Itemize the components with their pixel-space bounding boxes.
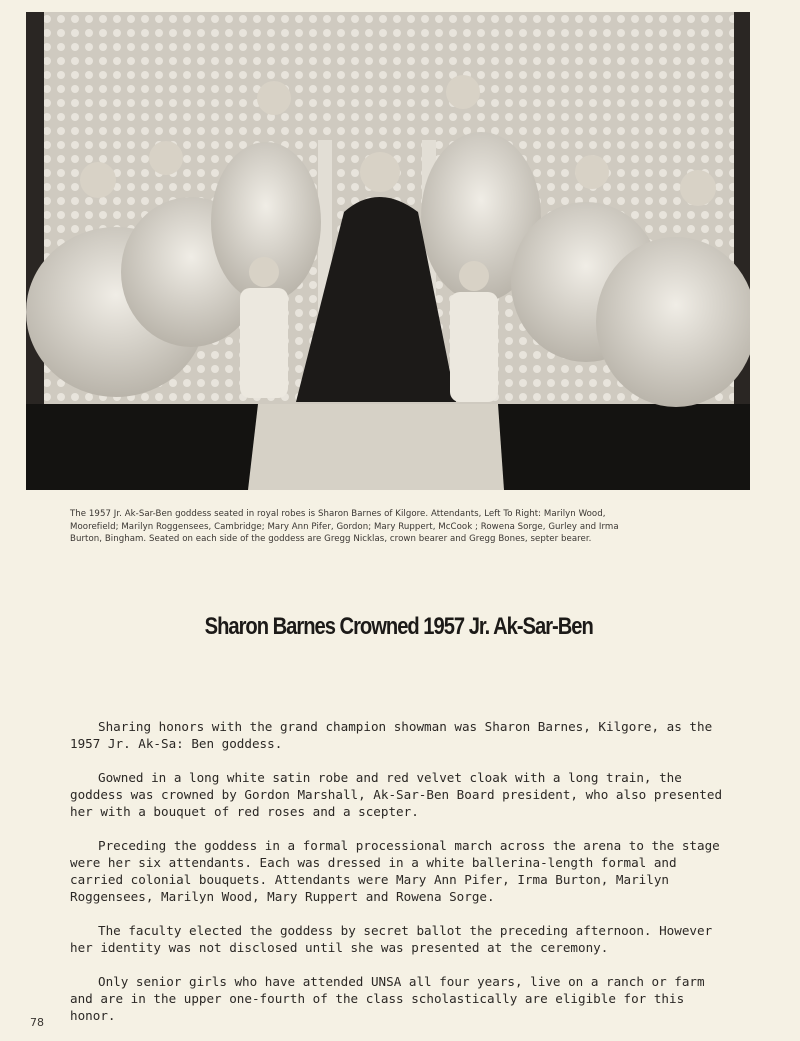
caption-line: The 1957 Jr. Ak-Sar-Ben goddess seated in royal robes is Sharon Barnes of Kilgore. Attendants, Left To Right: Marilyn Wood, (70, 509, 606, 519)
coronation-photo (26, 12, 750, 490)
paragraph: Preceding the goddess in a formal processional march across the arena to the stage were her six attendants. Each was dressed in a white ballerina-length formal and carried colonial bouquets. Attendants were Mary Ann Pifer, Irma Burton, Marilyn Roggensees, Marilyn Wood, Mary Ruppert and Rowena Sorge. (70, 838, 720, 904)
paragraph: Sharing honors with the grand champion showman was Sharon Barnes, Kilgore, as the 1957 Jr. Ak-Sa: Ben goddess. (70, 719, 713, 751)
paragraph: The faculty elected the goddess by secret ballot the preceding afternoon. However her identity was not disclosed until she was presented at the ceremony. (70, 923, 713, 955)
paragraph: Gowned in a long white satin robe and red velvet cloak with a long train, the goddess was crowned by Gordon Marshall, Ak-Sar-Ben Board president, who also presented her with a bouquet of red roses and a scepter. (70, 770, 723, 819)
photo-caption (70, 508, 738, 546)
caption-line: Burton, Bingham. Seated on each side of the goddess are Gregg Nicklas, crown bearer and Gregg Bones, septer bearer. (70, 534, 592, 544)
article-headline: Sharon Barnes Crowned 1957 Jr. Ak-Sar-Ben (204, 613, 593, 640)
paragraph: Only senior girls who have attended UNSA all four years, live on a ranch or farm and are in the upper one-fourth of the class scholastically are eligible for this honor. (70, 974, 705, 1023)
page-number: 78 (30, 1016, 44, 1029)
caption-line: Moorefield; Marilyn Roggensees, Cambridge; Mary Ann Pifer, Gordon; Mary Ruppert, McCook ; Rowena Sorge, Gurley and Irma (70, 521, 619, 532)
article-body (70, 718, 730, 1041)
group-photo-illustration (26, 12, 750, 490)
